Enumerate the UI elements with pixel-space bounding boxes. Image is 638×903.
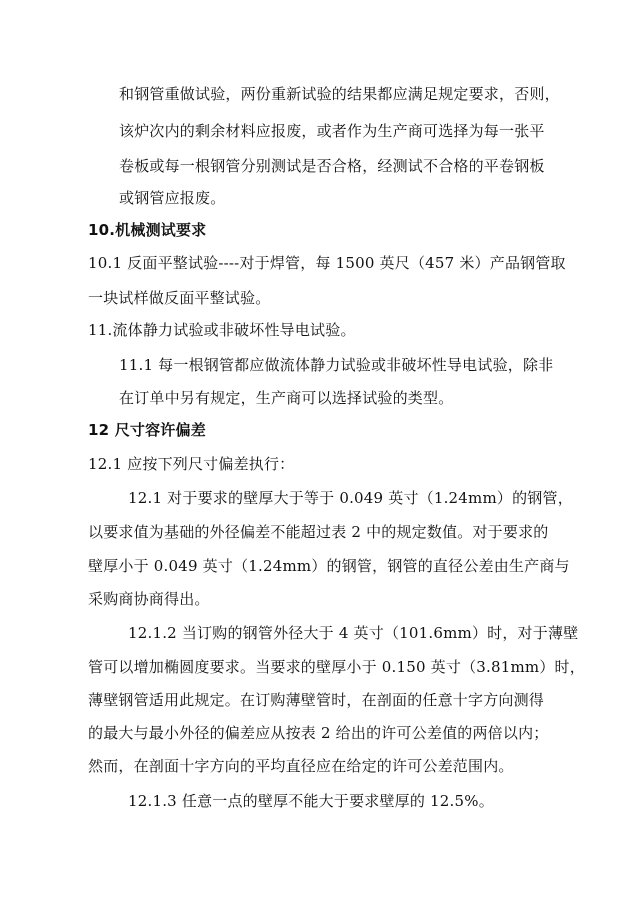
paragraph-line: 然而，在剖面十字方向的平均直径应在给定的许可公差范围内。 bbox=[88, 757, 514, 775]
paragraph-line: 以要求值为基础的外径偏差不能超过表 2 中的规定数值。对于要求的 bbox=[88, 523, 549, 541]
paragraph-line: 的最大与最小外径的偏差应从按表 2 给出的许可公差值的两倍以内； bbox=[88, 724, 549, 742]
paragraph-line: 12.1.2 当订购的钢管外径大于 4 英寸（101.6mm）时，对于薄壁 bbox=[128, 624, 579, 642]
paragraph-line: 或钢管应报废。 bbox=[119, 189, 226, 207]
paragraph-line: 一块试样做反面平整试验。 bbox=[88, 289, 271, 307]
section-heading: 10.机械测试要求 bbox=[88, 221, 207, 239]
paragraph-line: 和钢管重做试验，两份重新试验的结果都应满足规定要求，否则， bbox=[119, 85, 560, 103]
paragraph-line: 12.1.3 任意一点的壁厚不能大于要求壁厚的 12.5%。 bbox=[128, 792, 494, 810]
paragraph-line: 11.流体静力试验或非破坏性导电试验。 bbox=[88, 321, 356, 339]
paragraph-line: 在订单中另有规定，生产商可以选择试验的类型。 bbox=[119, 389, 454, 407]
paragraph-line: 10.1 反面平整试验----对于焊管，每 1500 英尺（457 米）产品钢管取 bbox=[88, 254, 566, 272]
paragraph-line: 11.1 每一根钢管都应做流体静力试验或非破坏性导电试验，除非 bbox=[119, 356, 554, 374]
paragraph-line: 壁厚小于 0.049 英寸（1.24mm）的钢管，钢管的直径公差由生产商与 bbox=[88, 557, 570, 575]
paragraph-line: 管可以增加椭圆度要求。当要求的壁厚小于 0.150 英寸（3.81mm）时， bbox=[88, 658, 585, 676]
paragraph-line: 采购商协商得出。 bbox=[88, 590, 210, 608]
paragraph-line: 该炉次内的剩余材料应报废，或者作为生产商可选择为每一张平 bbox=[119, 122, 545, 140]
paragraph-line: 卷板或每一根钢管分别测试是否合格，经测试不合格的平卷钢板 bbox=[119, 157, 545, 175]
paragraph-line: 12.1 对于要求的壁厚大于等于 0.049 英寸（1.24mm）的钢管， bbox=[128, 489, 573, 507]
paragraph-line: 薄壁钢管适用此规定。在订购薄壁管时，在剖面的任意十字方向测得 bbox=[88, 691, 545, 709]
section-heading: 12 尺寸容许偏差 bbox=[88, 421, 206, 439]
paragraph-line: 12.1 应按下列尺寸偏差执行： bbox=[88, 455, 295, 473]
